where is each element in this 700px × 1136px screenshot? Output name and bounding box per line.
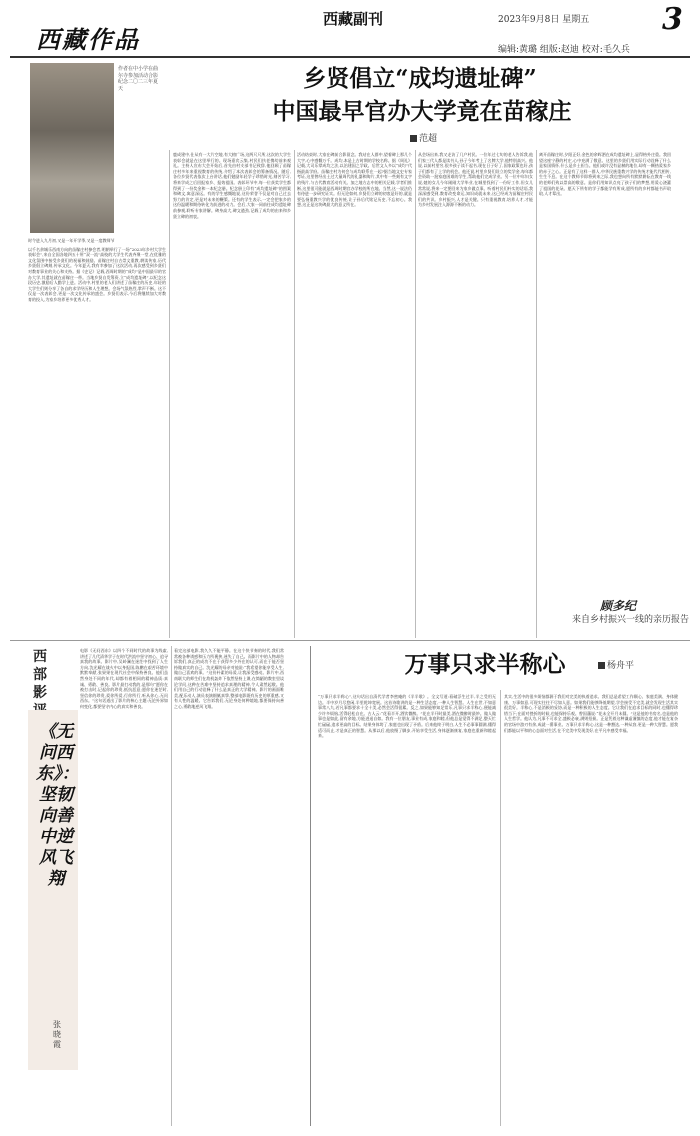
column-divider [169, 150, 170, 638]
byline [410, 131, 437, 144]
column-label: 西部影 [33, 649, 47, 701]
editors-line: 编辑:黄璐 组版:赵迪 校对:毛久兵 [498, 45, 630, 55]
section-divider-vertical [310, 646, 311, 1126]
masthead-center: 西藏副刊 [323, 10, 384, 28]
headline-line-1: 乡贤倡立“成均遗址碑” [303, 65, 537, 92]
column-title: 《无问西东》：坚韧向善中逆风飞翔 [36, 722, 79, 889]
article3-column-2: 其实,生活中的很多烦恼都源于我们对完美的执着追求。我们总是希望工作顺心、家庭美满、身体健康、万事如意,可现实往往不尽如人意。如果我们能够降低期望,学会接受不完美,就会发现生活其实很美好。半称心,不是消极的妥协,而是一种积极的人生态度。它让我们在追求目标的同时,也懂得珍惜当下;在面对挫折的时候,也能保持乐观。曾国藩说:“花未全开月未圆。”这是他的书房名,也是他的人生哲学。他认为,凡事不可求全,盛极必衰,满则招损。正是凭着这种谦虚谨慎的态度,他才能在复杂的官场中游刃有余,成就一番事业。万事只求半称心,这是一种豁达,一种从容,更是一种大智慧。愿我们都能以平和的心态面对生活,在不完美中发现美好,在平凡中感受幸福。 [504, 694, 678, 733]
byline-text: 范超 [419, 134, 438, 144]
column-author: 张晓霞 [53, 1020, 61, 1049]
article1-column-5: 离开苗稼庄时,夕阳正好,金色的余晖洒在成均遗址碑上,显得格外庄重。我回望这座宁静的村庄,心中充满了敬意。这里的乡贤们用实际行动诠释了什么是家国情怀,什么是乡土担当。他们或许没有显赫的地位,却有一颗热爱家乡的赤子之心。正是有了这样一群人,中华民族重教兴学的传统才能代代相传,生生不息。在这个教师节即将到来之际,我也想向所有默默耕耘在教育一线的老师们致以崇高的敬意。是你们用知识点亮了孩子们的梦想,用爱心浇灌了祖国的花朵。愿天下所有的学子都能学有所成,愿所有的乡村都能书声琅琅,人才辈出。 [539, 152, 671, 197]
square-icon [410, 135, 417, 142]
author-photo [30, 63, 114, 233]
column-divider [294, 150, 295, 638]
article1-column-2: 鹿成建中,仕从有一大片空地,有大榕广场,这两尺尺所,这次的大学生表彰会就是在这里举行的。现场嘉宾云集,村民们扶老携幼前来观礼。主持人宣布大会开始后,首先由村支部书记致辞,他回顾了苗稼庄村多年来重视教育的传统,介绍了本次表彰会的筹备情况。随后,各位乡贤代表依次上台讲话,他们勉励年轻学子珍惜时光,刻苦学习,将来学成之后回报家乡、报效祖国。表彰环节中,每一位获奖学生都得到了一份奖金和一本纪念册。纪念册上印有“成均遗址碑”的图案和碑文,寓意深远。有的学生感慨地说,这份荣誉不仅是对自己过去努力的肯定,更是对未来的鞭策。还有的学生表示,一定会把家乡的这份温暖和期待转化为前进的动力。会后,大家一同前往成均遗址碑前参观,聆听专家讲解。碑身高大,碑文遒劲,记载了成均的由来和乡贤立碑的初衷。 [173, 152, 291, 219]
article2-column-1: 电影《无问西东》以四个不同时代的故事为线索,讲述了几代清华学子在时代洪流中坚守初心、追寻真我的故事。影片中,吴岭澜在迷茫中找到了人生方向,沈光耀在战火中以身报国,陈鹏在艰苦环境中默默奉献,张果果在现代社会中保持善良。他们虽然身处不同的年代,却都有着相同的精神品质:真诚、勇敢、善良。影片最打动我的,是那句“愿你在被打击时,记起你的珍贵,抵抗恶意;愿你在迷茫时,坚信你的珍贵,爱你所爱,行你所行,听从你心,无问西东。”这句话道出了影片的核心主题:无论外界如何变化,都要坚守内心的真实和善良。 [80, 648, 168, 709]
page-number: 3 [662, 2, 683, 37]
article1-column-3: 活动结束时,大家在碑前合影留念。我站在人群中,望着碑上那几个大字,心中感慨万千。成均,本是上古时期的学校名称。据《周礼》记载,大司乐掌成均之法,以治建国之学政。后世文人多以“成均”代指最高学府。苗稼庄村为何会与成均联系在一起?据当地文史专家考证,这里曾经出土过大量周代的礼器和陶片,其中有一些刻有文字的残片,与古代教育活动有关。加之地方志中的相关记载,学者们推断,这里很可能就是西周时期官办学校的所在地。当然,这一说法仍有待进一步研究证实。但无论如何,乡贤们立碑的初衷是好的,就是要弘扬重教兴学的优良传统,让子孙后代铭记历史,不忘初心。我想,这正是这块碑最大的意义所在。 [297, 152, 412, 208]
article1-column-1 [28, 238, 166, 640]
article1-column-4: 从会场出来,我又走访了几户村民。一位年过七旬的老人告诉我,他们家三代人都是读书人,孙子今年考上了名牌大学,他特别高兴。他说,以前村里穷,很多孩子读不起书,现在日子好了,国家政策也好,孩子们都有了上学的机会。他还说,村里乡贤们设立的奖学金,每年都会资助一批家庭困难的学生,帮助他们完成学业。另一位中年妇女说,她的女儿今年刚刚大学毕业,在城里找到了一份好工作,但女儿常常说,将来一定要回来为家乡做点事。听着村民们朴实的话语,我深深感受到,教育改变命运,知识成就未来,这已经成为苗稼庄村民们的共识。乡村振兴,人才是关键。只有重视教育,培养人才,才能为乡村发展注入源源不断的动力。 [418, 152, 533, 208]
signature-author: 顾多纪 [600, 599, 637, 613]
byline-article3-text: 杨舟平 [607, 661, 635, 671]
photo-caption: 作者在中小学在曲尔寺参加活动合影纪念二〇二三年夏天 [118, 66, 159, 92]
column-divider [500, 690, 501, 1126]
photo-first-lines: 时令进入九月初,又是一年开学季,又是一度教师节 [28, 238, 115, 243]
column-divider [536, 150, 537, 638]
square-icon [598, 662, 605, 669]
column-divider [171, 646, 172, 1126]
byline-article3 [598, 658, 634, 671]
article1-col1-text: 以千名余城乐西南方向的苗稼庄村参会者,明朝举行了一场“2023年乡村大学生表彰会”,来自全国各地四五十所“双一流”高校的大学生代表齐聚一堂,在优雅的文化氛围中接受乡贤们的祝福和鼓励。苗稼庄村自古崇文重教,耕读传家,历代乡贤倡立碑刻,传承文化。今年夏天,我有幸参加了这次活动,再次感受到乡贤们对教育事业的关心和支持。据《史记》记载,西周时期的“成均”是中国最早的官办大学,其遗址就在苗稼庄一带。当地乡贤自发筹资,立“成均遗址碑”,以纪念这段历史,激励后人勤学上进。活动中,村里的老人们讲述了苗稼庄的历史,年轻的大学生们则分享了各自的求学经历和人生理想。会场气氛热烈,掌声不断。这不仅是一次表彰会,更是一次文化传承的盛会。乡贤们表示,今后将继续加大对教育的投入,为家乡培养更多优秀人才。 [28, 246, 166, 302]
section-divider [10, 640, 690, 641]
column-divider [415, 150, 416, 638]
article2-column-2: 看完这部电影,我久久不能平静。在这个快节奏的时代,我们常常被各种诱惑和压力所裹挟,迷失了自己。而影片中的人物却告诉我们,真正的成功不在于获得多少外在的认可,而在于能否坚持做真实的自己。沈光耀的母亲对他说:“我希望你能享受人生,做自己喜欢的事。”这份朴素的母爱,让我深受感动。影片中,西南联大的师生们在敌机轰炸下依然坚持上课,在简陋的教室里谈论学问,这种在苦难中坚持追求真理的精神,令人肃然起敬。他们用自己的行动诠释了什么是真正的大学精神。影片的画面唯美,配乐动人,演员表演细腻真挚,整部电影既有历史的厚重感,又有人性的温暖。它告诉我们,无论身处何种境地,都要保持向善之心,勇敢地逆风飞翔。 [174, 648, 284, 709]
signature-title: 来自乡村振兴一线的亲历报告 [572, 615, 690, 625]
masthead-left: 西藏作品 [36, 25, 140, 54]
headline-line-2: 中国最早官办大学竟在苗稼庄 [272, 98, 572, 125]
issue-date: 2023年9月8日 星期五 [498, 15, 590, 25]
headline-article3: 万事只求半称心 [404, 651, 566, 678]
header-rule [10, 56, 690, 58]
article3-column-1: “万事只求半称心”,这句话出自清代学者李密庵的《半半歌》。全文写道:看破浮生过半,半之受用无边。半中岁月尽悠闲,半里乾坤宽展。这首诗歌讲的是一种生活态度,一种人生智慧。人生在世,不如意事常八九,若凡事都要求十全十美,必然会活得很累。反之,如果能够知足常乐,凡事只求半称心,便能减少许多烦恼,活得轻松自在。古人云:“花看半开,酒饮微醉。”花在半开时最美,酒在微醉时最妙。做人做事也是如此,留有余地,方能进退自如。我有一位朋友,事业有成,家庭和睦,但他总是觉得不满足,整天忙忙碌碌,追求更高的目标。结果身体垮了,家庭也出现了矛盾。后来他终于明白,人生不必事事圆满,懂得适可而止,才是真正的智慧。从那以后,他放慢了脚步,开始享受生活,身体逐渐康复,家庭也重新和睦起来。 [318, 694, 496, 739]
